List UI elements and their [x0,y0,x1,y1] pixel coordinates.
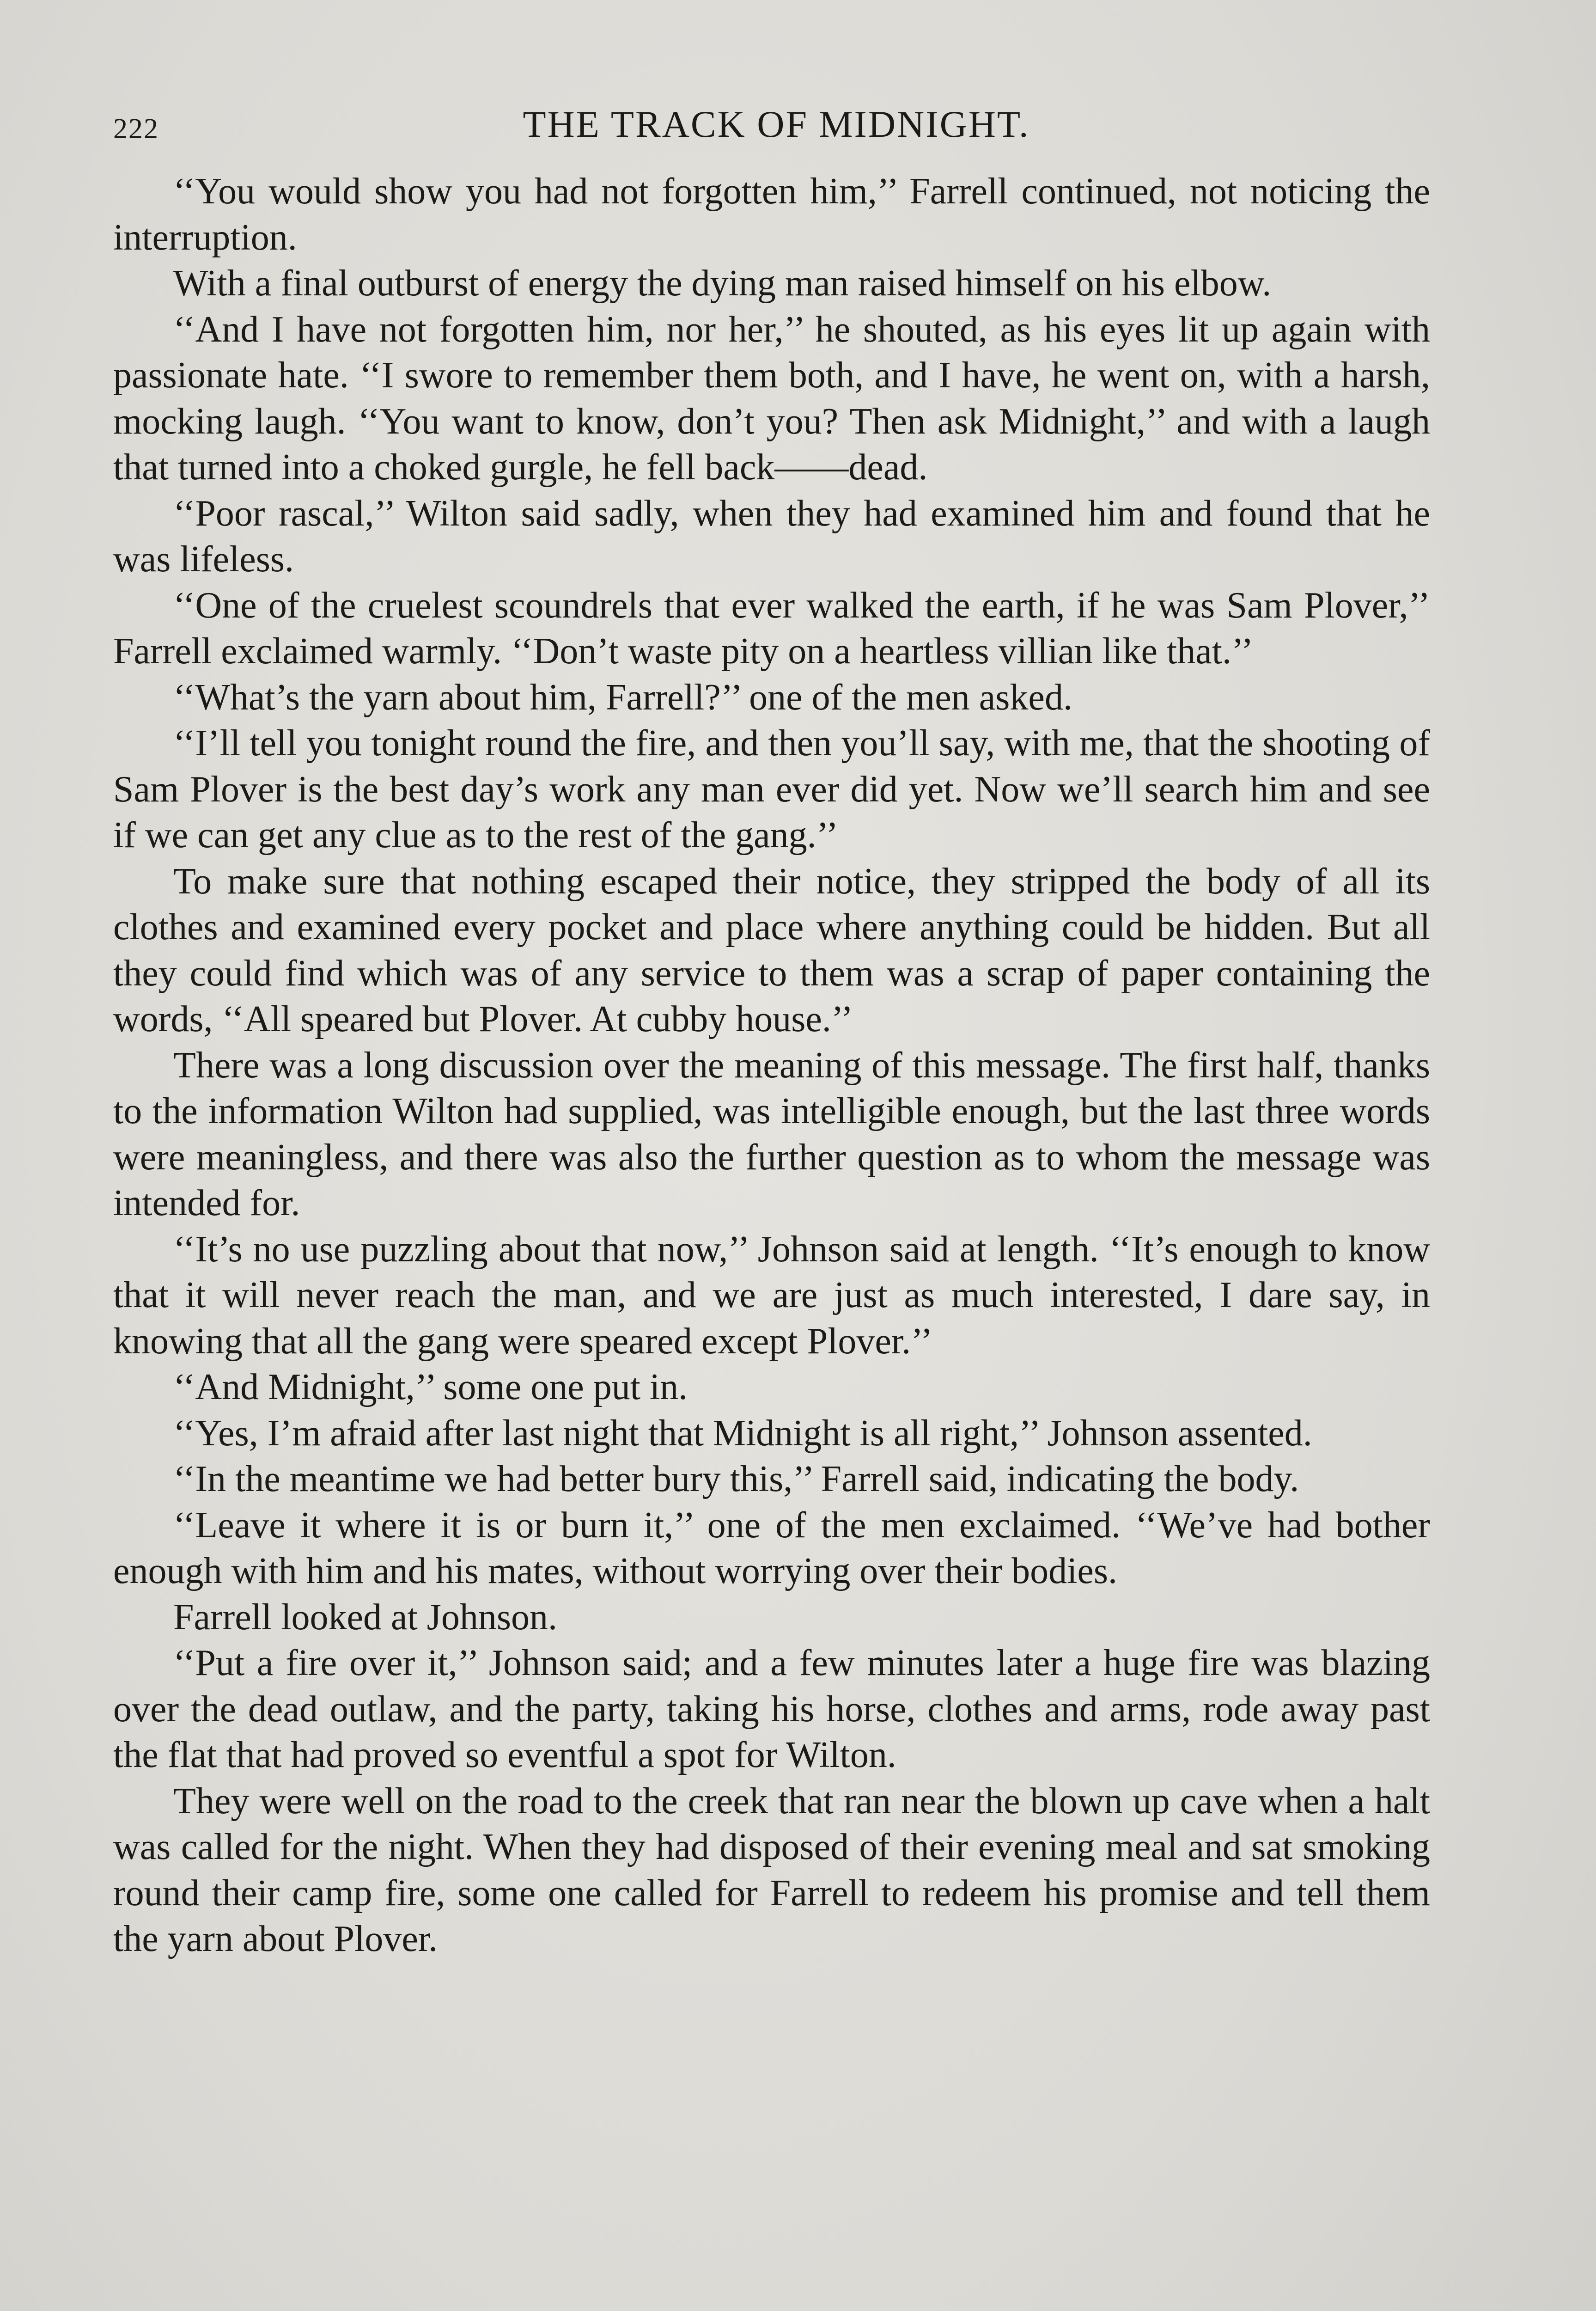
paragraph: ‘‘Leave it where it is or burn it,’’ one of the men exclaimed. ‘‘We’ve had bother enough with him and his mates, without worrying over their bodies. [113,1504,1430,1591]
paragraph: Farrell looked at Johnson. [173,1596,557,1638]
page-number: 222 [113,113,159,145]
paragraph: ‘‘You would show you had not forgotten him,’’ Farrell continued, not noticing the interruption. [113,171,1430,258]
body-text [113,169,1430,1963]
paragraph: ‘‘Yes, I’m afraid after last night that Midnight is all right,’’ Johnson assented. [173,1412,1312,1454]
paragraph: With a final outburst of energy the dying man raised himself on his elbow. [173,263,1272,304]
paragraph: ‘‘In the meantime we had better bury this,’’ Farrell said, indicating the body. [173,1459,1299,1499]
paragraph: To make sure that nothing escaped their notice, they stripped the body of all its clothes and examined every pocket and place where anything could be hidden. But all they could find which was of any service to them was a scrap of paper containing the words, ‘‘All speared but Plover. At cubby house.’’ [113,861,1430,1039]
paragraph: ‘‘What’s the yarn about him, Farrell?’’ one of the men asked. [173,677,1072,718]
running-title: THE TRACK OF MIDNIGHT. [523,103,1030,145]
paragraph: ‘‘Put a fire over it,’’ Johnson said; and a few minutes later a huge fire was blazing over the dead outlaw, and the party, taking his horse, clothes and arms, rode away past the flat that had proved so eventful a spot for Wilton. [113,1643,1430,1775]
paragraph: ‘‘It’s no use puzzling about that now,’’ Johnson said at length. ‘‘It’s enough to know that it will never reach the man, and we are just as much interested, I dare say, in knowing that all the gang were speared except Plover.’’ [113,1229,1430,1362]
paragraph: ‘‘I’ll tell you tonight round the fire, and then you’ll say, with me, that the shooting of Sam Plover is the best day’s work any man ever did yet. Now we’ll search him and see if we can get any clue as to the rest of the gang.’’ [113,723,1430,856]
paragraph: They were well on the road to the creek that ran near the blown up cave when a halt was called for the night. When they had disposed of their evening meal and sat smoking round their camp fire, some one called for Farrell to redeem his promise and tell them the yarn about Plover. [113,1780,1430,1959]
paragraph: There was a long discussion over the meaning of this message. The first half, thanks to the information Wilton had supplied, was intelligible enough, but the last three words were meaningless, and there was also the further question as to whom the message was intended for. [113,1045,1430,1223]
page-header [113,103,1439,153]
paragraph: ‘‘One of the cruelest scoundrels that ever walked the earth, if he was Sam Plover,’’ Farrell exclaimed warmly. ‘‘Don’t waste pity on a heartless villian like that.’’ [113,585,1430,672]
paragraph: ‘‘And Midnight,’’ some one put in. [173,1367,688,1407]
paragraph: ‘‘Poor rascal,’’ Wilton said sadly, when they had examined him and found that he was lifeless. [113,493,1430,580]
paragraph: ‘‘And I have not forgotten him, nor her,’’ he shouted, as his eyes lit up again with passionate hate. ‘‘I swore to remember them both, and I have, he went on, with a harsh, mocking laugh. ‘‘You want to know, don’t you? Then ask Midnight,’’ and with a laugh that turned into a choked gurgle, he fell back——dead. [113,309,1430,488]
